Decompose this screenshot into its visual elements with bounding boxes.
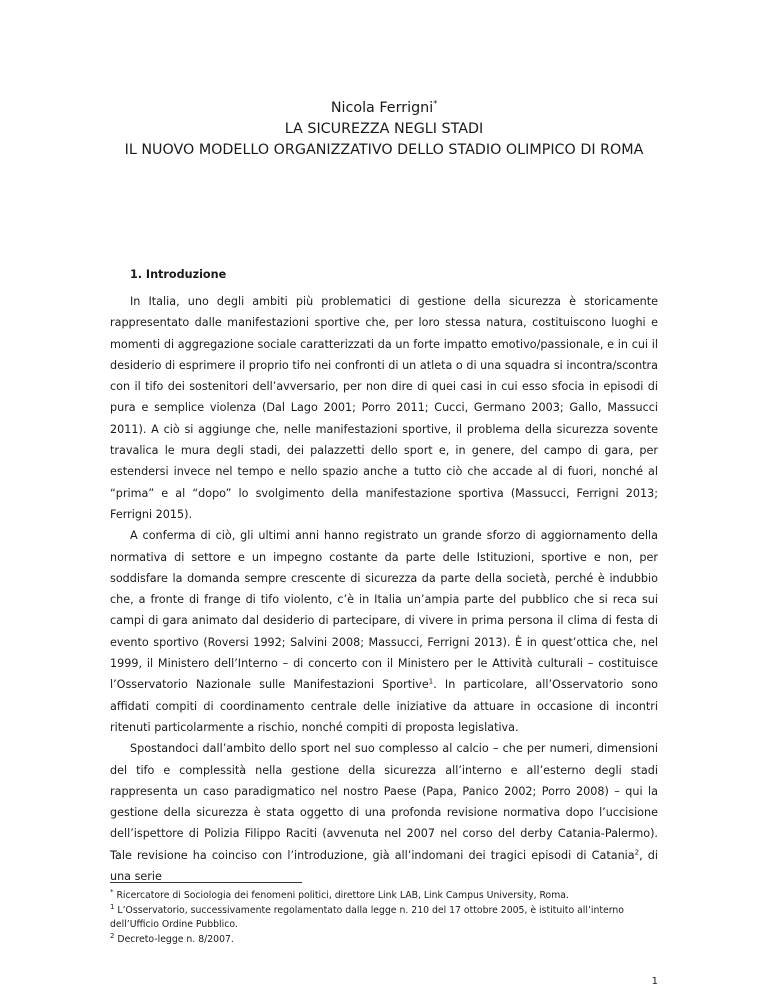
footnotes [110,889,658,947]
paragraph-2: A conferma di ciò, gli ultimi anni hanno registrato un grande sforzo di aggiornamento della normativa di settore e un impegno costante da parte delle Istituzioni, sportive e non, per soddisfare la domanda sempre crescente di sicurezza da parte della società, perché è indubbio che, a fronte di frange di tifo violento, c’è in Italia un’ampia parte del pubblico che si reca sui campi di gara animato dal desiderio di partecipare, di vivere in prima persona il clima di festa di evento sportivo (Roversi 1992; Salvini 2008; Massucci, Ferrigni 2013). È in quest’ottica che, nel 1999, il Ministero dell’Interno – di concerto con il Ministero per le Attività culturali – costituisce l’Osservatorio Nazionale sulle Manifestazioni Sportive$^1$. In particolare, all’Osservatorio sono affidati compiti di coordinamento centrale delle iniziative da attuare in occasione di incontri ritenuti particolarmente a rischio, nonché compiti di proposta legislativa. [110,529,659,734]
body-text [110,291,658,887]
paragraph-3: Spostandoci dall’ambito dello sport nel suo complesso al calcio – che per numeri, dimensioni del tifo e complessità nella gestione della sicurezza all’interno e all’esterno degli stadi rappresenta un caso paradigmatico nel nostro Paese (Papa, Panico 2002; Porro 2008) – qui la gestione della sicurezza è stata oggetto di una profonda revisione normativa dopo l’uccisione dell’ispettore di Polizia Filippo Raciti (avvenuta nel 2007 nel corso del derby Catania-Palermo). Tale revisione ha coinciso con l’introduzione, già all’indomani dei tragici episodi di Catania$^2$, di una serie [110,742,659,884]
page-number: 1 [651,976,658,987]
paragraph-1: In Italia, uno degli ambiti più problematici di gestione della sicurezza è storicamente rappresentato dalle manifestazioni sportive che, per loro stessa natura, costituiscono luoghi e momenti di aggregazione sociale caratterizzati da un forte impatto emotivo/passionale, e in cui il desiderio di esprimere il proprio tifo nei confronti di un atleta o di una squadra si incontra/scontra con il tifo dei sostenitori dell’avversario, per non dire di quei casi in cui esso sfocia in episodi di pura e semplice violenza (Dal Lago 2001; Porro 2011; Cucci, Germano 2003; Gallo, Massucci 2011). A ciò si aggiunge che, nelle manifestazioni sportive, il problema della sicurezza sovente travalica le mura degli stadi, dei palazzetti dello sport e, in genere, del campo di gara, per estendersi invece nel tempo e nello spazio anche a tutto ciò che accade al di fuori, nonché al “prima” e al “dopo” lo svolgimento della manifestazione sportiva (Massucci, Ferrigni 2013; Ferrigni 2015). [110,295,658,521]
author-name: Nicola Ferrigni* [330,99,438,116]
author-footnote-marker: * [433,99,438,109]
paper-subtitle: IL NUOVO MODELLO ORGANIZZATIVO DELLO STADIO OLIMPICO DI ROMA [124,142,644,158]
footnote-1: $^1$ L’Osservatorio, successivamente regolamentato dalla legge n. 210 del 17 ottobre 2005, è istituito all’interno dell’Ufficio Ordine Pubblico. [110,902,624,930]
footnote-star: * Ricercatore di Sociologia dei fenomeni politici, direttore Link LAB, Link Campus University, Roma. [110,887,569,901]
paper-title: LA SICUREZZA NEGLI STADI [284,121,484,137]
footnote-ref-2: 2 [634,847,640,856]
footnote-divider [110,882,302,883]
footnote-ref-1: 1 [428,677,434,686]
section-heading: 1. Introduzione [130,268,227,281]
footnote-2: $^2$ Decreto-legge n. 8/2007. [110,931,234,945]
title-block [0,98,768,161]
